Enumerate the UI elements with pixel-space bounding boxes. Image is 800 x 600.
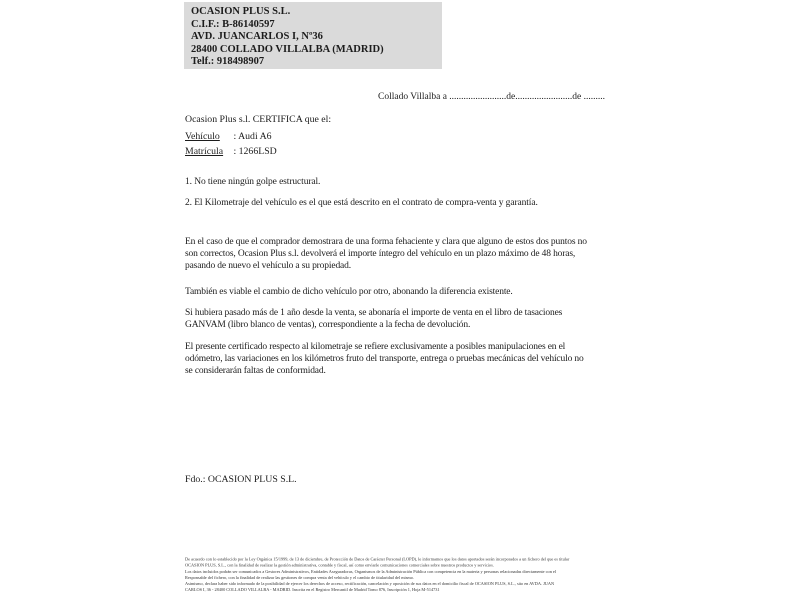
footer-line: Los datos incluidos podrán ser comunicados a Gestores Administrativos, Entidades Aseguradoras, Organismos de la Administración Pública con competencia en la materia y personas relacionadas directamente con el [185,568,557,574]
plate-label: Matrícula [185,146,224,157]
legal-footer [185,556,635,593]
footer-line: De acuerdo con lo establecido por la Ley Orgánica 15/1999, de 13 de diciembre, de Protección de Datos de Carácter Personal (LOPD), le informamos que los datos aportados serán incorporados a un fichero del que es titular [185,556,570,562]
vehicle-value: : Audi A6 [233,131,272,142]
paragraph-line: GANVAM (libro blanco de ventas), correspondiente a la fecha de devolución. [185,320,471,330]
point-2: 2. El Kilometraje del vehículo es el que está descrito en el contrato de compra-venta y garantía. [185,198,538,208]
vehicle-row [185,131,331,146]
paragraph-line: También es viable el cambio de dicho vehículo por otro, abonando la diferencia existente. [185,287,513,297]
footer-line: Asimismo, declara haber sido informado de la posibilidad de ejercer los derechos de acceso, rectificación, cancelación y oposición de sus datos en el domicilio fiscal de OCASION PLUS, S.L., sito en AVDA. JUAN [185,581,555,587]
paragraph-refund [185,236,587,272]
footer-line: CARLOS I, 36 - 28400 COLLADO VILLALBA - MADRID. Inscrita en el Registro Mercantil de Madrid Tomo 876, Inscripción 1, Hoja M-514731 [185,587,440,593]
phone-line: Telf.: 918498907 [191,56,265,68]
paragraph-line: En el caso de que el comprador demostrara de una forma fehaciente y clara que alguno de estos dos puntos no [185,237,587,247]
address-line: AVD. JUANCARLOS I, Nº36 [191,31,323,43]
paragraph-ganvam [185,307,562,331]
paragraph-line: El presente certificado respecto al kilometraje se refiere exclusivamente a posibles manipulaciones en el [185,342,566,352]
paragraph-line: odómetro, las variaciones en los kilómetros fruto del transporte, entrega o pruebas mecánicas del vehículo no [185,354,584,364]
city-line: 28400 COLLADO VILLALBA (MADRID) [191,43,384,55]
paragraph-line: Si hubiera pasado más de 1 año desde la venta, se abonaría el importe de venta en el libro de tasaciones [185,308,563,318]
paragraph-exchange [185,286,513,298]
footer-line: OCASION PLUS, S.L., con la finalidad de realizar la gestión administrativa, contable y fiscal, así como enviarle comunicaciones comerciales sobre nuestros productos y servicios. [185,562,494,568]
paragraph-line: son correctos, Ocasion Plus s.l. devolverá el importe íntegro del vehículo en un plazo máximo de 48 horas, [185,249,576,259]
cif-line: C.I.F.: B-86140597 [191,18,275,30]
signature-line: Fdo.: OCASION PLUS S.L. [185,474,297,485]
footer-line: Responsable del fichero, con la finalidad de realizar las gestiones de compra venta del vehículo y el cambio de titularidad del mismo. [185,574,414,580]
vehicle-label: Vehículo [185,131,220,142]
paragraph-odometer [185,341,584,377]
letterhead [184,2,442,69]
company-name: OCASION PLUS S.L. [191,6,291,17]
certificate-section [185,114,331,161]
point-1: 1. No tiene ningún golpe estructural. [185,177,321,187]
paragraph-line: se considerarán faltas de conformidad. [185,366,326,376]
certificate-intro: Ocasion Plus s.l. CERTIFICA que el: [185,114,332,125]
plate-row [185,146,331,161]
date-line: Collado Villalba a ........................de........................de ......... [378,92,605,102]
paragraph-line: pasando de nuevo el vehículo a su propiedad. [185,261,351,271]
plate-value: : 1266LSD [233,146,277,157]
